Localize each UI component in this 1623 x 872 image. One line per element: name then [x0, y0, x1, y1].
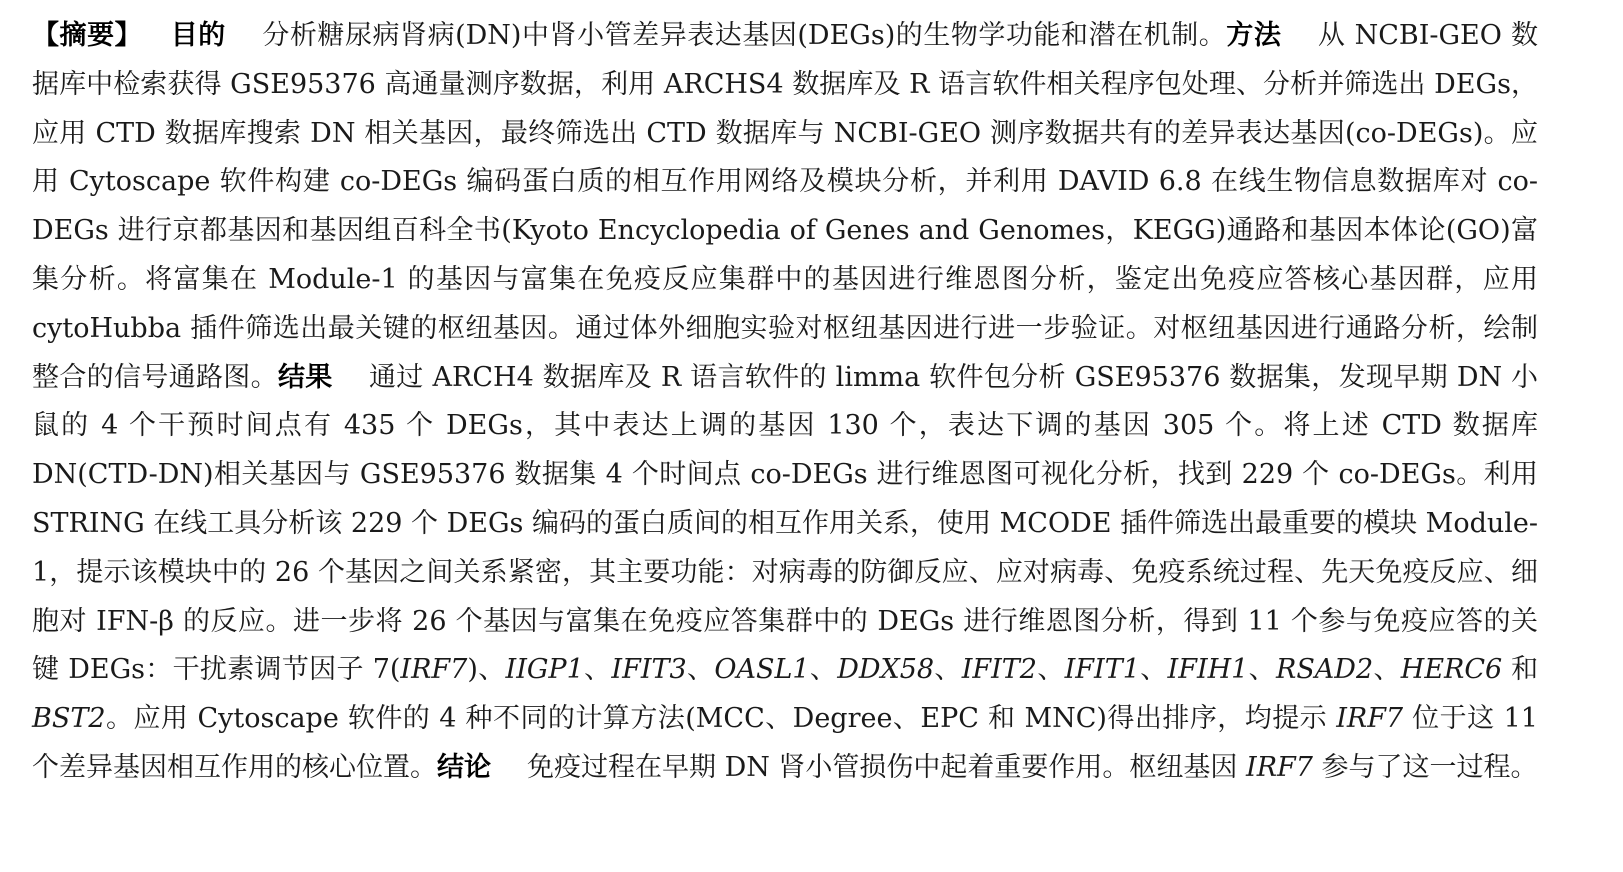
- objective-text: 分析糖尿病肾病(DN)中肾小管差异表达基因(DEGs)的生物学功能和潜在机制。: [261, 20, 1227, 51]
- gene-name: IFIT3: [611, 654, 687, 686]
- gene-separator: 、: [1139, 654, 1168, 686]
- gene-name: IFIT1: [1064, 654, 1140, 686]
- gene-name: IRF7: [400, 654, 468, 686]
- conclusion-label: 结论: [437, 751, 491, 783]
- gene-separator: 、: [809, 654, 838, 686]
- gene-name: IFIT2: [961, 654, 1037, 686]
- gene-separator: 、: [934, 654, 962, 686]
- hub-gene-name: IRF7: [1336, 703, 1404, 735]
- objective-label: 目的: [170, 20, 226, 51]
- gene-separator: 、: [1037, 654, 1065, 686]
- gene-name: IIGP1: [505, 654, 584, 686]
- results-label: 结果: [277, 361, 333, 393]
- gene-name: RSAD2: [1275, 654, 1374, 686]
- hub-gene-name: IRF7: [1246, 751, 1313, 783]
- results-text-part2: 。应用 Cytoscape 软件的 4 种不同的计算方法(MCC、Degree、EPC 和 MNC)得出排序，均提示: [105, 703, 1337, 735]
- gene-separator: 、: [1248, 654, 1276, 686]
- conclusion-text-part2: 参与了这一过程。: [1312, 751, 1538, 783]
- gene-conjunction: 和: [1502, 654, 1539, 686]
- results-text-part3: 位于这 11 个差异基因相互作用的核心位置。: [32, 703, 1538, 783]
- methods-text: 从 NCBI-GEO 数据库中检索获得 GSE95376 高通量测序数据，利用 ARCHS4 数据库及 R 语言软件相关程序包处理、分析并筛选出 DEGs，应用 CTD 数据库搜索 DN 相关基因，最终筛选出 CTD 数据库与 NCBI-GEO 测序数据共有的差异表达基因(co-DEGs)。应用 Cytoscape 软件构建 co-DEGs 编码蛋白质的相互作用网络及模块分析，并利用 DAVID 6.8 在线生物信息数据库对 co-DEGs 进行京都基因和基因组百科全书(Kyoto Encyclopedia of Genes and Genomes，KEGG)通路和基因本体论(GO)富集分析。将富集在 Module-1 的基因与富集在免疫反应集群中的基因进行维恩图分析，鉴定出免疫应答核心基因群，应用 cytoHubba 插件筛选出最关键的枢纽基因。通过体外细胞实验对枢纽基因进行进一步验证。对枢纽基因进行通路分析，绘制整合的信号通路图。: [32, 20, 1539, 393]
- gene-separator: 、: [686, 654, 715, 686]
- gene-name: DDX58: [837, 654, 935, 686]
- gene-close-paren: ): [467, 654, 478, 686]
- results-text-part1: 通过 ARCH4 数据库及 R 语言软件的 limma 软件包分析 GSE95376 数据集，发现早期 DN 小鼠的 4 个干预时间点有 435 个 DEGs，其中表达上调的基因 130 个，表达下调的基因 305 个。将上述 CTD 数据库 DN(CTD-DN)相关基因与 GSE95376 数据集 4 个时间点 co-DEGs 进行维恩图可视化分析，找到 229 个 co-DEGs。利用 STRING 在线工具分析该 229 个 DEGs 编码的蛋白质间的相互作用关系，使用 MCODE 插件筛选出最重要的模块 Module-1，提示该模块中的 26 个基因之间关系紧密，其主要功能：对病毒的防御反应、应对病毒、免疫系统过程、先天免疫反应、细胞对 IFN-β 的反应。进一步将 26 个基因与富集在免疫应答集群中的 DEGs 进行维恩图分析，得到 11 个参与免疫应答的关键 DEGs：干扰素调节因子 7(: [32, 361, 1539, 686]
- gene-name: OASL1: [714, 654, 810, 686]
- abstract-label: 【摘要】: [32, 20, 143, 51]
- gene-name: BST2: [32, 703, 106, 735]
- methods-label: 方法: [1226, 20, 1282, 51]
- gene-name: IFIH1: [1167, 654, 1249, 686]
- abstract-paragraph: [32, 12, 1538, 793]
- conclusion-text-part1: 免疫过程在早期 DN 肾小管损伤中起着重要作用。枢纽基因: [527, 751, 1247, 783]
- gene-separator: 、: [477, 654, 506, 686]
- gene-name: HERC6: [1400, 654, 1503, 686]
- gene-separator: 、: [1373, 654, 1401, 686]
- gene-separator: 、: [583, 654, 612, 686]
